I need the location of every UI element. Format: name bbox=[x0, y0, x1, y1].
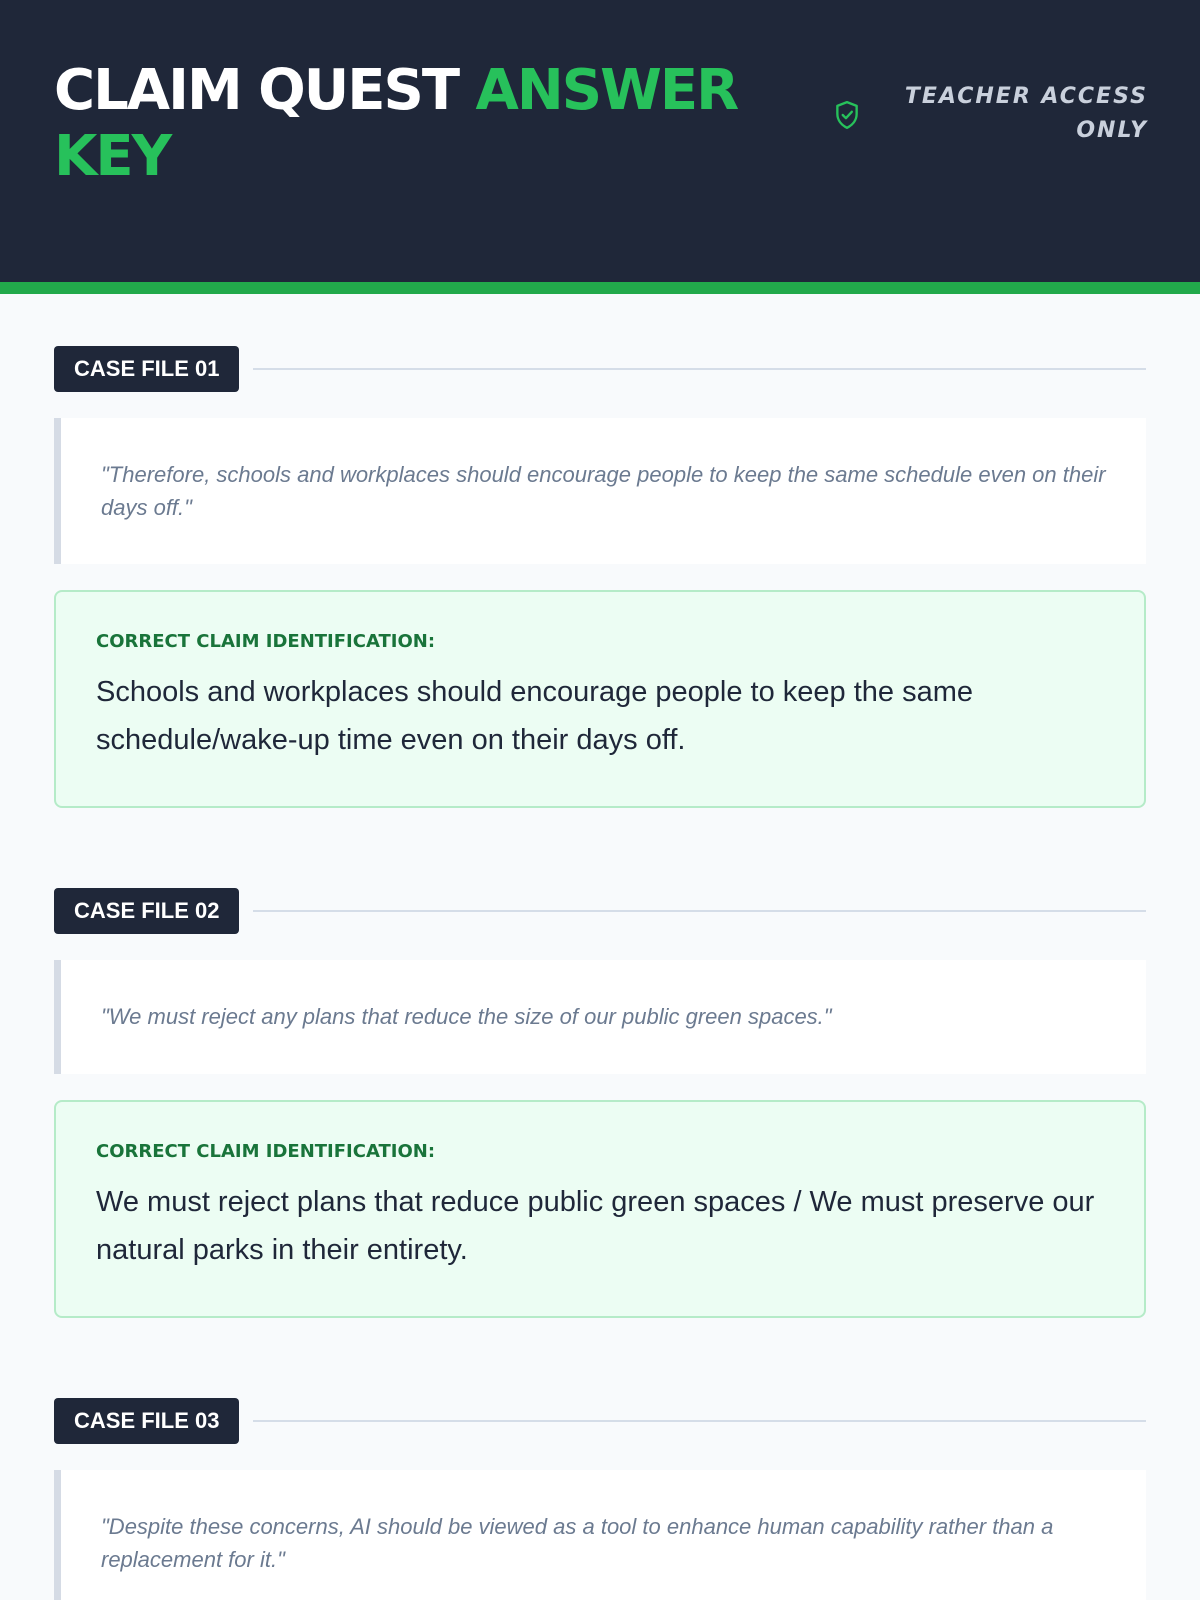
answer-label: CORRECT CLAIM IDENTIFICATION: bbox=[96, 1141, 436, 1162]
answer-text: Schools and workplaces should encourage people to keep the same schedule/wake-up time even on their days off. bbox=[96, 676, 974, 756]
case-file-label: CASE FILE 03 bbox=[54, 1398, 239, 1444]
answer-box bbox=[54, 1100, 1146, 1318]
case-file bbox=[54, 1398, 1146, 1600]
page-title bbox=[54, 58, 814, 190]
case-quote: "Therefore, schools and workplaces should encourage people to keep the same schedule even on their days off." bbox=[54, 418, 1146, 564]
title-accent: ANSWER KEY bbox=[54, 58, 738, 189]
case-file-label: CASE FILE 02 bbox=[54, 888, 239, 934]
case-file bbox=[54, 888, 1146, 1318]
teacher-access-label: TEACHER ACCESS ONLY bbox=[904, 84, 1148, 143]
answer-label: CORRECT CLAIM IDENTIFICATION: bbox=[96, 631, 436, 652]
case-header bbox=[54, 346, 1146, 392]
divider bbox=[253, 368, 1146, 370]
page-header bbox=[0, 0, 1200, 294]
case-header bbox=[54, 1398, 1146, 1444]
shield-check-icon bbox=[834, 100, 860, 130]
answer-text: We must reject plans that reduce public green spaces / We must preserve our natural parks in their entirety. bbox=[96, 1186, 1095, 1266]
case-file-label: CASE FILE 01 bbox=[54, 346, 239, 392]
divider bbox=[253, 1420, 1146, 1422]
case-quote: "We must reject any plans that reduce the size of our public green spaces." bbox=[54, 960, 1146, 1074]
title-main: CLAIM QUEST bbox=[54, 58, 476, 123]
case-list bbox=[0, 294, 1200, 1600]
divider bbox=[253, 910, 1146, 912]
case-quote: "Despite these concerns, AI should be viewed as a tool to enhance human capability rather than a replacement for it." bbox=[54, 1470, 1146, 1600]
case-file bbox=[54, 346, 1146, 808]
answer-box bbox=[54, 590, 1146, 808]
case-header bbox=[54, 888, 1146, 934]
